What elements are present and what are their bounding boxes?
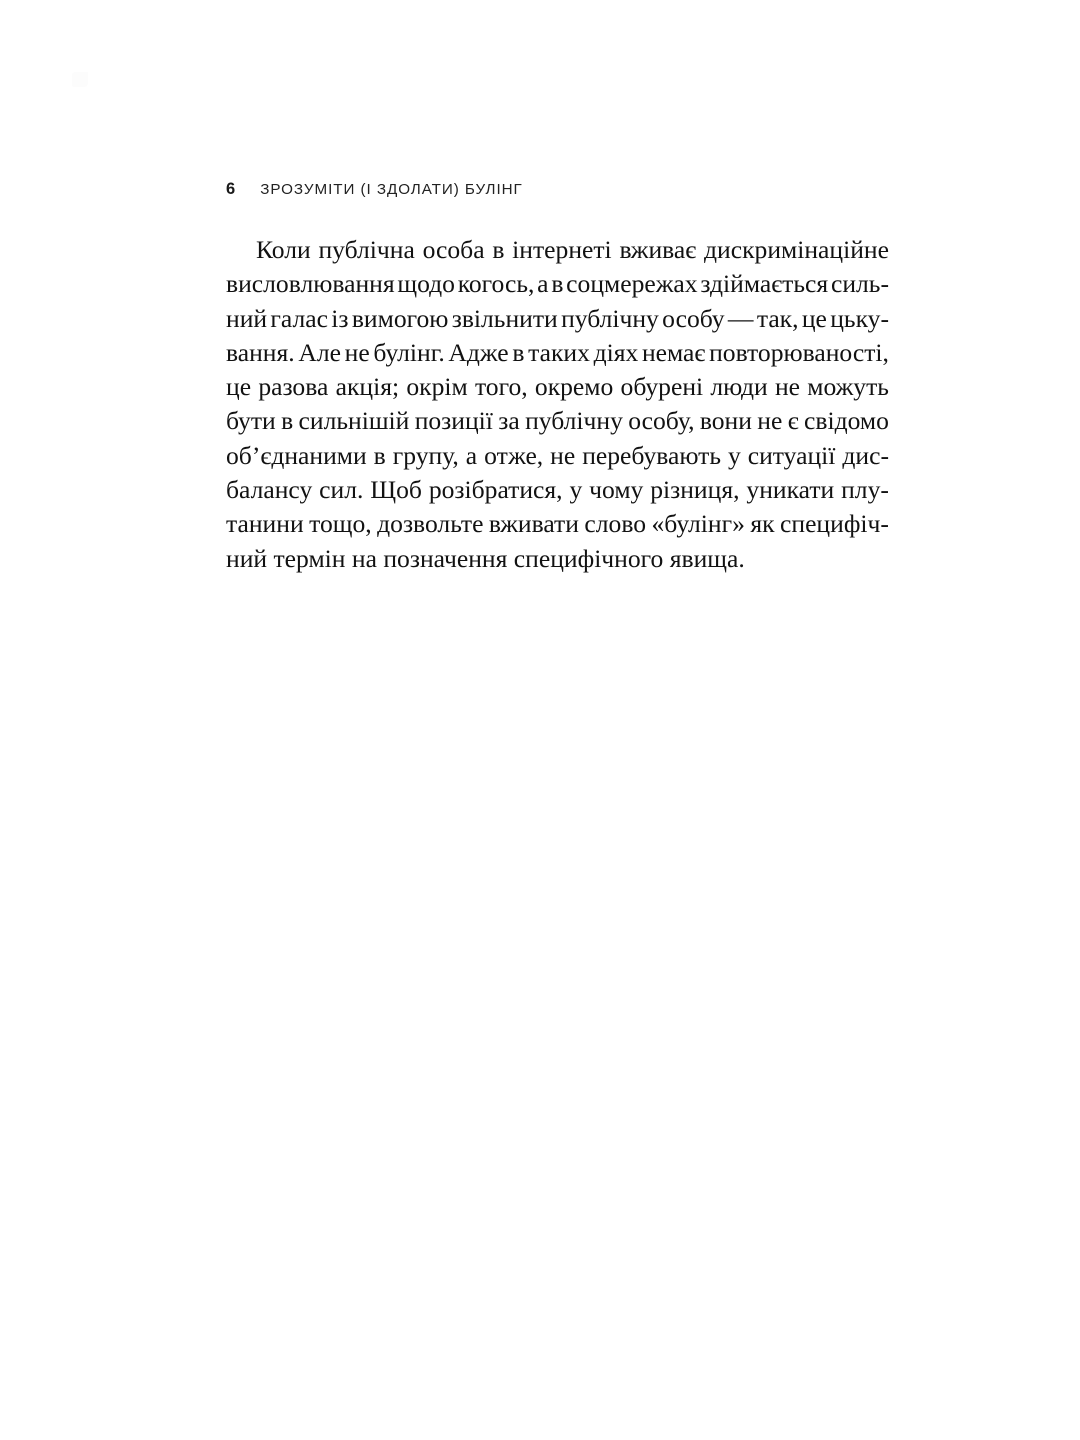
- word: вання.: [226, 337, 295, 367]
- word: як: [750, 509, 775, 539]
- word: висловлювання: [226, 269, 395, 299]
- word: обурені: [620, 372, 704, 402]
- word: не: [344, 337, 370, 367]
- word: розібратися,: [428, 475, 563, 505]
- word: окрім: [406, 372, 468, 402]
- word: об’єднаними: [226, 440, 367, 470]
- word: галас: [270, 303, 328, 333]
- text-line: [226, 473, 889, 507]
- word: Але: [298, 337, 341, 367]
- word: дозвольте: [377, 509, 484, 539]
- word: явища.: [669, 543, 745, 573]
- word: разова: [258, 372, 329, 402]
- word: в: [373, 440, 386, 470]
- word: вживає: [619, 235, 697, 264]
- text-line: [226, 302, 889, 336]
- word: це: [226, 372, 252, 402]
- word: в: [281, 406, 294, 436]
- word: булінг.: [373, 337, 445, 367]
- word: плу-: [841, 475, 889, 505]
- word: публічну: [525, 406, 623, 436]
- word: таких: [528, 337, 590, 367]
- word: когось,: [457, 269, 535, 299]
- word: вони: [699, 406, 752, 436]
- word: не: [550, 440, 576, 470]
- text-line: [226, 439, 889, 473]
- word: щодо: [397, 269, 455, 299]
- word: в: [492, 235, 505, 264]
- word: за: [498, 406, 520, 436]
- word: є: [787, 406, 799, 436]
- text-line: [226, 336, 889, 370]
- word: із: [331, 303, 349, 333]
- word: ний: [226, 543, 268, 573]
- word: особа: [422, 235, 485, 264]
- word: бути: [226, 406, 276, 436]
- text-line: [226, 267, 889, 301]
- word: у: [569, 475, 583, 505]
- word: це: [801, 303, 827, 333]
- word: —: [727, 303, 754, 333]
- word: силь-: [830, 269, 889, 299]
- word: уникати: [746, 475, 835, 505]
- word: групу,: [392, 440, 459, 470]
- word: специфічного: [513, 543, 664, 573]
- running-head-title: ЗРОЗУМІТИ (І ЗДОЛАТИ) БУЛІНГ: [260, 181, 523, 198]
- word: не: [757, 406, 783, 436]
- text-line: [226, 370, 889, 404]
- word: перебувають: [582, 440, 722, 470]
- word: різниця,: [650, 475, 740, 505]
- word: Коли: [256, 235, 311, 264]
- word: позначення: [383, 543, 508, 573]
- word: чому: [589, 475, 644, 505]
- page-number: 6: [226, 180, 236, 198]
- word: можуть: [807, 372, 889, 402]
- word: отже,: [484, 440, 544, 470]
- word: тощо,: [309, 509, 372, 539]
- word: в: [551, 269, 564, 299]
- paragraph: [226, 233, 889, 576]
- word: на: [351, 543, 377, 573]
- word: публічна: [318, 235, 415, 264]
- word: особу,: [628, 406, 695, 436]
- word: особу: [662, 303, 725, 333]
- word: «булінг»: [651, 509, 745, 539]
- word: дискримінаційне: [704, 235, 889, 264]
- word: цьку-: [830, 303, 889, 333]
- running-head: [226, 181, 906, 198]
- word: публічну: [561, 303, 659, 333]
- word: свідомо: [804, 406, 889, 436]
- word: так,: [756, 303, 799, 333]
- word: специфіч-: [780, 509, 889, 539]
- word: танини: [226, 509, 304, 539]
- word: повторюваності,: [709, 337, 889, 367]
- word: Щоб: [370, 475, 422, 505]
- word: слово: [584, 509, 647, 539]
- word: інтернеті: [512, 235, 612, 264]
- word: ний: [226, 303, 268, 333]
- word: акція;: [335, 372, 400, 402]
- word: того,: [474, 372, 528, 402]
- word: Адже: [448, 337, 509, 367]
- word: у: [727, 440, 741, 470]
- word: а: [465, 440, 478, 470]
- word: соцмережах: [566, 269, 698, 299]
- word: люди: [710, 372, 768, 402]
- word: окремо: [534, 372, 614, 402]
- word: балансу: [226, 475, 313, 505]
- text-line: [226, 233, 889, 267]
- word: позиції: [414, 406, 493, 436]
- word: а: [537, 269, 549, 299]
- text-line: [226, 542, 889, 576]
- word: сил.: [319, 475, 364, 505]
- word: вимогою: [351, 303, 449, 333]
- scan-artifact-smudge: [72, 72, 88, 87]
- body-text-block: [226, 233, 889, 576]
- word: дис-: [842, 440, 889, 470]
- word: сильнішій: [298, 406, 410, 436]
- word: в: [512, 337, 525, 367]
- text-line: [226, 507, 889, 541]
- word: немає: [641, 337, 706, 367]
- word: діях: [593, 337, 639, 367]
- word: звільнити: [451, 303, 558, 333]
- word: ситуації: [747, 440, 836, 470]
- word: не: [774, 372, 801, 402]
- word: здіймається: [700, 269, 829, 299]
- word: вживати: [488, 509, 579, 539]
- word: термін: [273, 543, 346, 573]
- text-line: [226, 404, 889, 438]
